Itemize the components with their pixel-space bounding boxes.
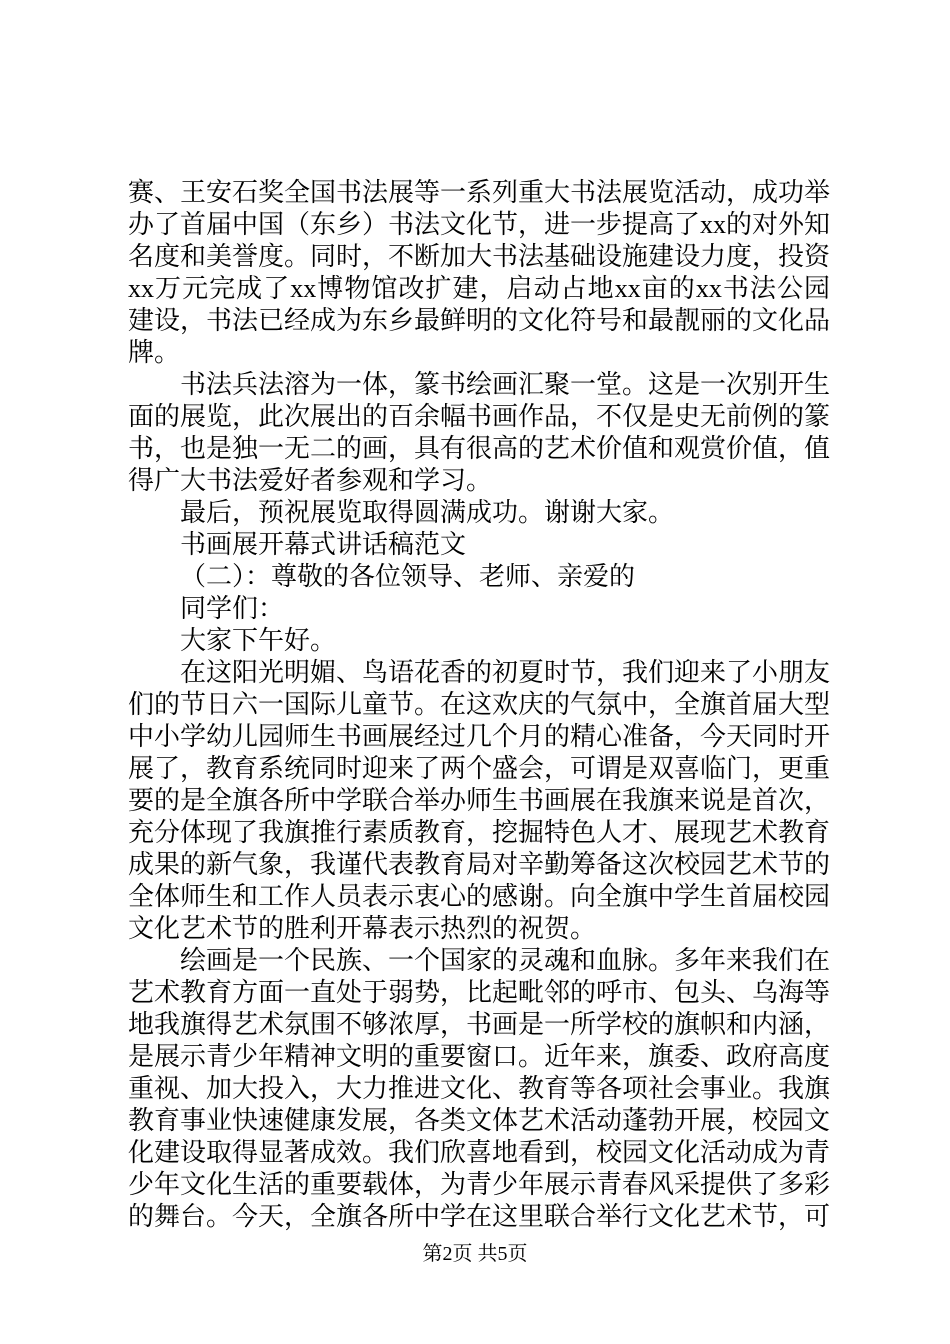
text-line: 面的展览，此次展出的百余幅书画作品，不仅是史无前例的篆 — [128, 402, 830, 431]
text-line: 文化艺术节的胜利开幕表示热烈的祝贺。 — [128, 914, 597, 943]
text-line: 地我旗得艺术氛围不够浓厚，书画是一所学校的旗帜和内涵， — [128, 1010, 830, 1039]
text-line: 化建设取得显著成效。我们欣喜地看到，校园文化活动成为青 — [128, 1138, 830, 1167]
text-line: 在这阳光明媚、鸟语花香的初夏时节，我们迎来了小朋友 — [180, 658, 830, 687]
text-line: 的舞台。今天，全旗各所中学在这里联合举行文化艺术节，可 — [128, 1202, 830, 1231]
text-line: 重视、加大投入，大力推进文化、教育等各项社会事业。我旗 — [128, 1074, 830, 1103]
text-line: 最后，预祝展览取得圆满成功。谢谢大家。 — [180, 498, 675, 527]
text-line: 展了，教育系统同时迎来了两个盛会，可谓是双喜临门，更重 — [128, 754, 830, 783]
text-line: 成果的新气象，我谨代表教育局对辛勤筹备这次校园艺术节的 — [128, 850, 830, 879]
page-footer — [0, 1242, 950, 1266]
text-line: 中小学幼儿园师生书画展经过几个月的精心准备，今天同时开 — [128, 722, 830, 751]
text-line: 名度和美誉度。同时，不断加大书法基础设施建设力度，投资 — [128, 242, 830, 271]
text-line: 少年文化生活的重要载体，为青少年展示青春风采提供了多彩 — [128, 1170, 830, 1199]
text-line: 得广大书法爱好者参观和学习。 — [128, 466, 493, 495]
text-line: 全体师生和工作人员表示衷心的感谢。向全旗中学生首届校园 — [128, 882, 830, 911]
text-line: 牌。 — [128, 338, 181, 367]
text-line: 是展示青少年精神文明的重要窗口。近年来，旗委、政府高度 — [128, 1042, 830, 1071]
text-line: 大家下午好。 — [180, 626, 337, 655]
text-line: 同学们： — [180, 594, 285, 623]
text-line: 建设，书法已经成为东乡最鲜明的文化符号和最靓丽的文化品 — [128, 306, 830, 335]
text-line: 绘画是一个民族、一个国家的灵魂和血脉。多年来我们在 — [180, 946, 830, 975]
text-line: 书，也是独一无二的画，具有很高的艺术价值和观赏价值，值 — [128, 434, 830, 463]
page-number-label: 第2页 共5页 — [422, 1243, 528, 1265]
text-line: 们的节日六一国际儿童节。在这欢庆的气氛中，全旗首届大型 — [128, 690, 830, 719]
text-line: 充分体现了我旗推行素质教育，挖掘特色人才、展现艺术教育 — [128, 818, 830, 847]
text-line: 赛、王安石奖全国书法展等一系列重大书法展览活动，成功举 — [128, 178, 830, 207]
text-line: （二）：尊敬的各位领导、老师、亲爱的 — [180, 562, 636, 591]
text-line: 书法兵法溶为一体，篆书绘画汇聚一堂。这是一次别开生 — [180, 370, 830, 399]
text-line: xx万元完成了xx博物馆改扩建，启动占地xx亩的xx书法公园 — [128, 274, 830, 303]
text-line: 教育事业快速健康发展，各类文体艺术活动蓬勃开展，校园文 — [128, 1106, 830, 1135]
text-line: 办了首届中国（东乡）书法文化节，进一步提高了xx的对外知 — [128, 210, 830, 239]
text-line: 艺术教育方面一直处于弱势，比起毗邻的呼市、包头、乌海等 — [128, 978, 830, 1007]
text-line: 要的是全旗各所中学联合举办师生书画展在我旗来说是首次， — [128, 786, 830, 815]
document-body — [128, 177, 830, 1233]
text-line: 书画展开幕式讲话稿范文 — [180, 530, 467, 559]
